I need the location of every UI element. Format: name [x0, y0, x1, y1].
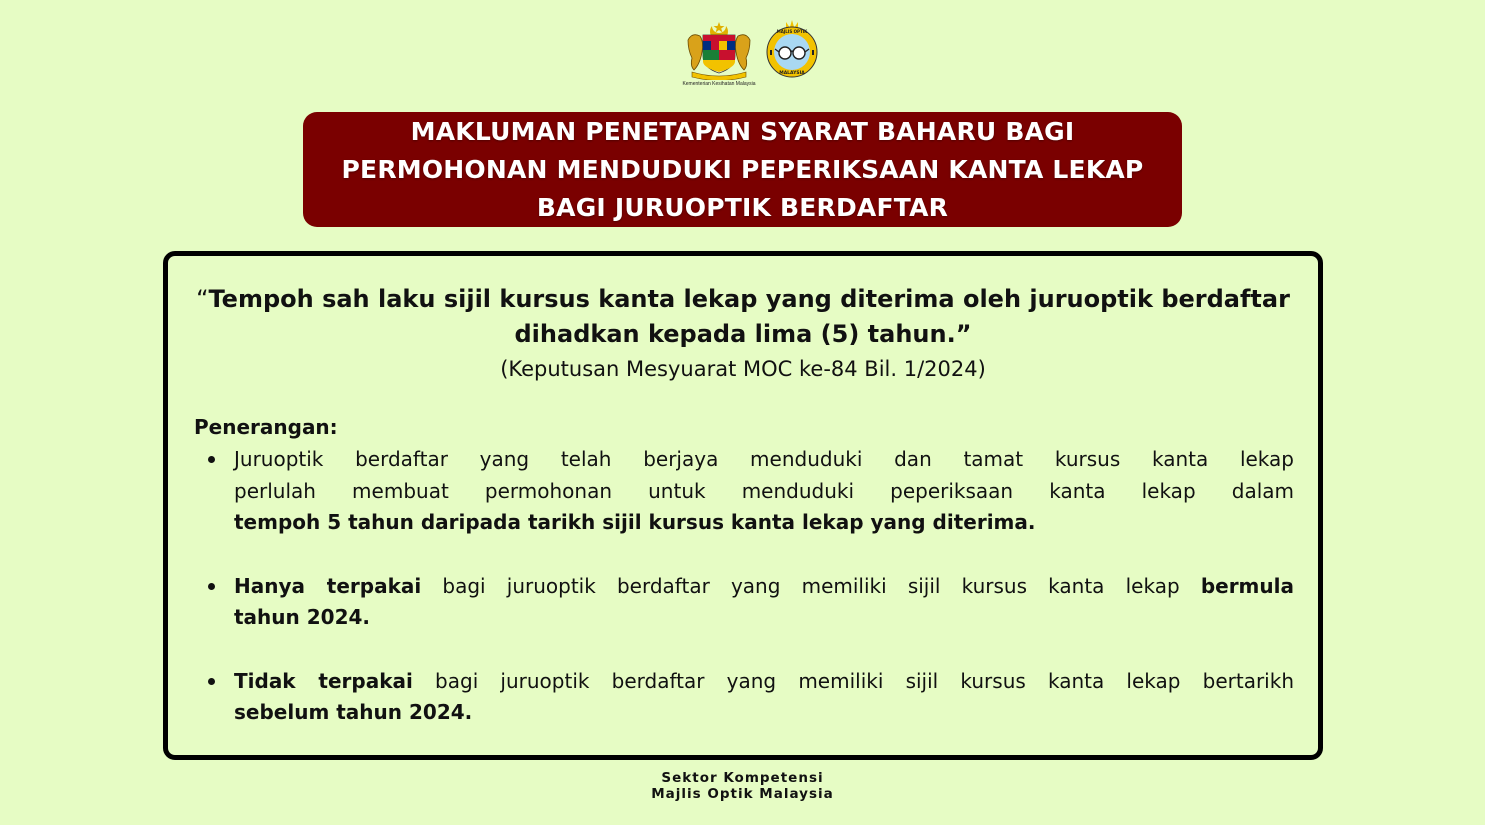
bullet-1-line-2: perlulah membuat permohonan untuk menduduki peperiksaan kanta lekap dalam — [234, 478, 1294, 503]
title-line-1: MAKLUMAN PENETAPAN SYARAT BAHARU BAGI — [410, 116, 1075, 146]
bullet-3-line-2: sebelum tahun 2024. — [234, 700, 473, 724]
bullet-1-line-1: Juruoptik berdaftar yang telah berjaya menduduki dan tamat kursus kanta lekap — [234, 447, 1294, 471]
footer — [0, 770, 1485, 802]
explanation-list — [194, 444, 1294, 729]
bullet-2-bold-start: Hanya terpakai — [234, 573, 422, 598]
decision-reference: (Keputusan Mesyuarat MOC ke-84 Bil. 1/2024) — [500, 357, 986, 381]
bullet-3-bold-start: Tidak terpakai — [234, 668, 413, 693]
list-item — [194, 666, 1294, 729]
title-line-2: PERMOHONAN MENDUDUKI PEPERIKSAAN KANTA LEKAP — [341, 154, 1144, 184]
quote-line-1-text: Tempoh sah laku sijil kursus kanta lekap yang diterima oleh juruoptik berdaftar — [208, 285, 1290, 313]
moc-ring-top-text: MAJLIS OPTIK — [776, 29, 808, 34]
footer-sector: Sektor Kompetensi — [661, 770, 824, 786]
ministry-caption: Kementerian Kesihatan Malaysia — [682, 81, 756, 87]
bullet-icon — [208, 678, 215, 685]
quote-open-mark: “ — [196, 285, 209, 313]
bullet-2-text: bagi juruoptik berdaftar yang memiliki sijil kursus kanta lekap — [421, 573, 1201, 598]
moc-ring-bottom-text: MALAYSIA — [779, 71, 805, 76]
title-line-3: BAGI JURUOPTIK BERDAFTAR — [536, 192, 949, 222]
header-logos — [680, 20, 820, 92]
list-item — [194, 444, 1294, 539]
quote-line-1 — [168, 282, 1318, 317]
bullet-2-line-2: tahun 2024. — [234, 605, 370, 629]
bullet-2-bold-end: bermula — [1200, 573, 1294, 598]
title-banner — [303, 112, 1182, 227]
bullet-icon — [208, 583, 215, 590]
list-item — [194, 571, 1294, 634]
majlis-optik-emblem-icon — [764, 20, 820, 82]
quote-block — [168, 282, 1318, 386]
bullet-2-line-1 — [234, 571, 1294, 603]
bullet-3-text: bagi juruoptik berdaftar yang memiliki sijil kursus kanta lekap bertarikh — [412, 668, 1294, 693]
bullet-3-line-1 — [234, 666, 1294, 698]
footer-organization: Majlis Optik Malaysia — [651, 786, 834, 802]
coat-of-arms-icon — [684, 20, 754, 80]
info-box — [163, 251, 1323, 760]
explanation-heading: Penerangan: — [194, 415, 338, 439]
bullet-icon — [208, 456, 215, 463]
coat-of-arms-logo — [680, 20, 758, 90]
majlis-optik-logo — [764, 20, 820, 82]
bullet-1-line-3: tempoh 5 tahun daripada tarikh sijil kursus kanta lekap yang diterima. — [234, 510, 1036, 534]
quote-line-2: dihadkan kepada lima (5) tahun.” — [514, 320, 972, 348]
